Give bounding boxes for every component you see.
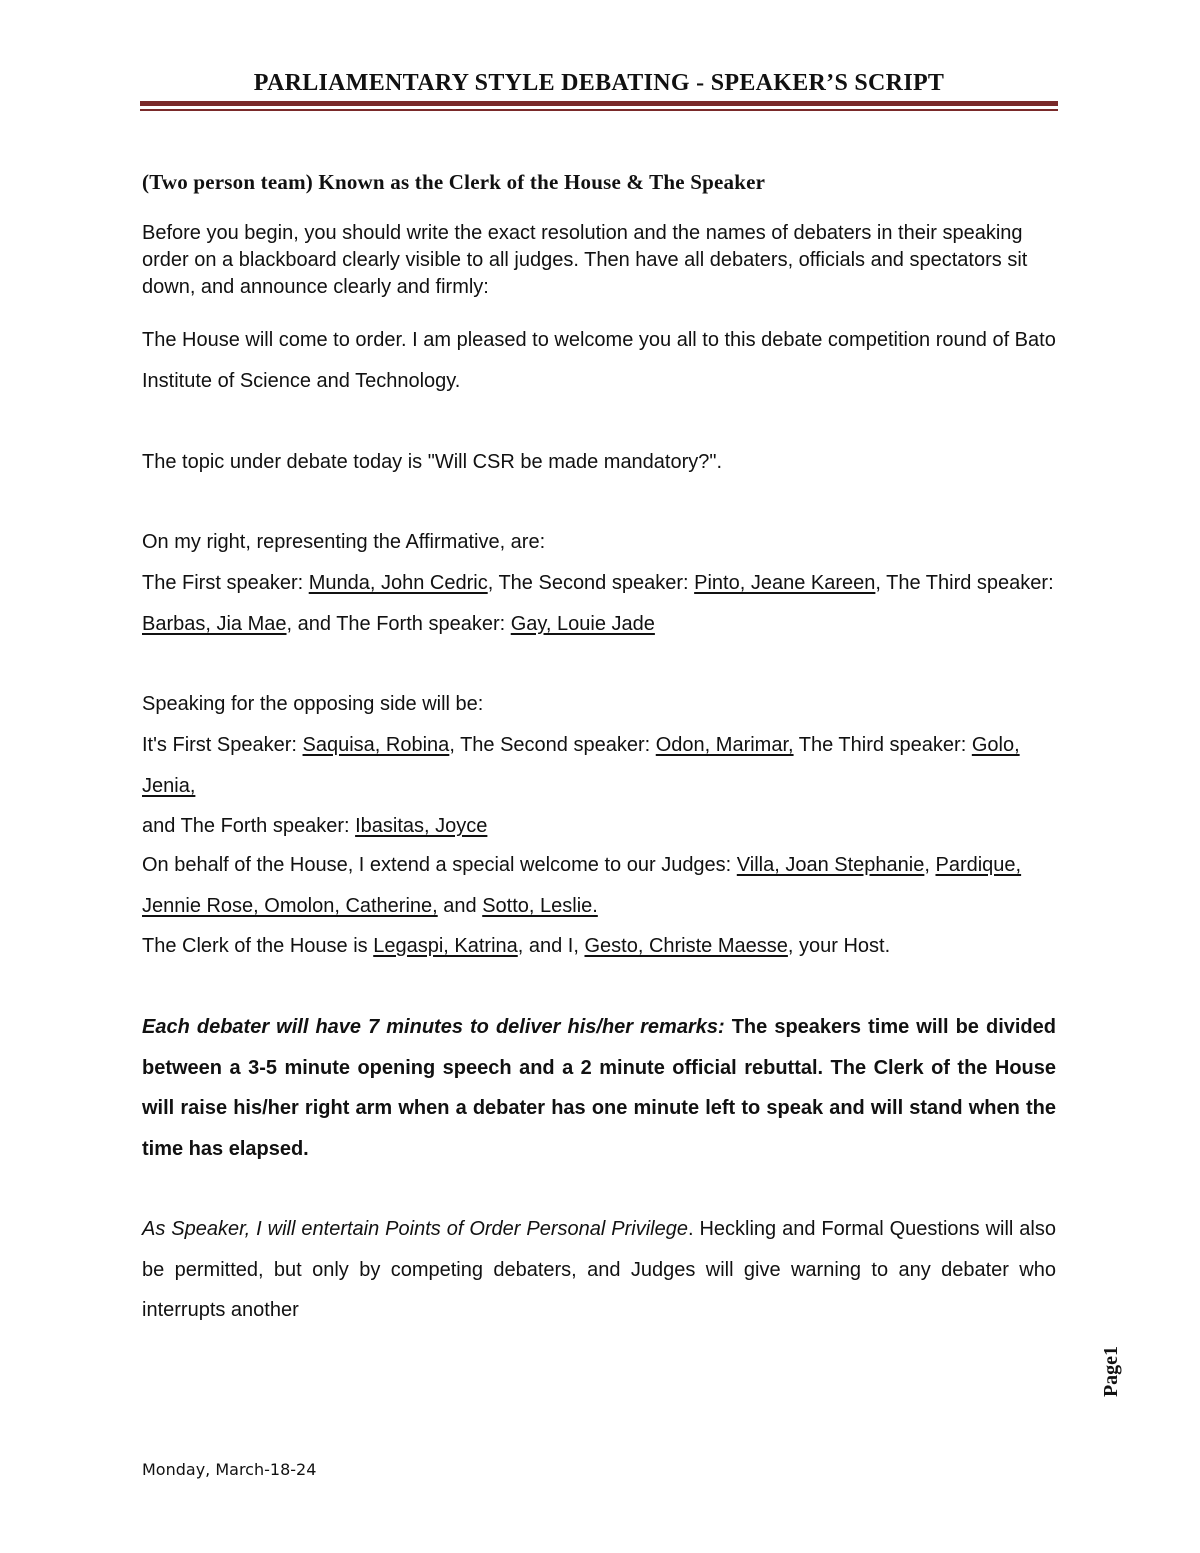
header-rule-thick — [140, 101, 1058, 106]
speaker-label: The First speaker: — [142, 572, 309, 594]
privilege-paragraph — [142, 1209, 1056, 1331]
speaker-name: Golo, Jenia, — [142, 734, 1020, 797]
welcome-paragraph: The House will come to order. I am pleased to welcome you all to this debate competition round of Bato Institute of Science and Technology. — [142, 329, 1056, 392]
host-suffix: , your Host. — [787, 935, 891, 957]
team-heading: (Two person team) Known as the Clerk of the House & The Speaker — [142, 170, 766, 194]
host-name: Gesto, Christe Maesse — [584, 935, 788, 957]
judge-name: Pardique, Jennie Rose, Omolon, Catherine, — [142, 854, 1022, 917]
judge-separator: , — [924, 854, 936, 876]
judges-intro: On behalf of the House, I extend a special welcome to our Judges: — [142, 854, 737, 876]
speaker-label: , and The Forth speaker: — [286, 612, 511, 635]
speaker-label: , The Third speaker: — [875, 572, 1054, 594]
opposition-intro: Speaking for the opposing side will be: — [142, 693, 484, 715]
affirmative-speakers — [142, 563, 1056, 644]
privilege-lead: As Speaker, I will entertain Points of Order Personal Privilege — [142, 1218, 688, 1240]
judge-separator: and — [437, 894, 483, 917]
opposition-speakers — [142, 725, 1056, 847]
speaker-label: The Third speaker: — [793, 734, 972, 756]
host-label: , and I, — [517, 935, 585, 957]
topic-paragraph: The topic under debate today is "Will CSR be made mandatory?". — [142, 451, 723, 473]
judge-name: Villa, Joan Stephanie — [736, 854, 925, 876]
speaker-label: and The Forth speaker: — [142, 815, 356, 837]
header-rule-thin — [140, 109, 1058, 111]
speaker-name: Munda, John Cedric — [308, 572, 488, 594]
instructions-paragraph: Before you begin, you should write the exact resolution and the names of debaters in their speaking order on a blackboard clearly visible to all judges. Then have all debaters, officials and spectators sit down, and announce clearly and firmly: — [142, 222, 1028, 298]
speaker-name: Ibasitas, Joyce — [355, 815, 488, 837]
speaker-label: , The Second speaker: — [487, 572, 695, 594]
judges-paragraph — [142, 845, 1056, 967]
timing-rules-body: The speakers time will be divided between a 3-5 minute opening speech and a 2 minute official rebuttal. The Clerk of the House will raise his/her right arm when a debater has one minute left to speak and will stand when the time has elapsed. — [142, 1016, 1056, 1160]
speaker-name: Gay, Louie Jade — [510, 612, 655, 635]
timing-rules-lead: Each debater will have 7 minutes to deliver his/her remarks: — [142, 1016, 725, 1038]
privilege-body: . Heckling and Formal Questions will also be permitted, but only by competing debaters, and Judges will give warning to any debater who interrupts another — [142, 1218, 1056, 1321]
page-number: Page1 — [1100, 1345, 1123, 1397]
speaker-name: Pinto, Jeane Kareen — [694, 572, 876, 594]
timing-rules-paragraph — [142, 1007, 1056, 1169]
speaker-name: Saquisa, Robina — [302, 734, 450, 756]
footer-date: Monday, March-18-24 — [142, 1460, 317, 1479]
document-title: PARLIAMENTARY STYLE DEBATING - SPEAKER’S SCRIPT — [253, 70, 945, 96]
judge-name: Sotto, Leslie. — [482, 894, 598, 917]
speaker-name: Odon, Marimar, — [655, 734, 794, 756]
speaker-label: , The Second speaker: — [449, 734, 656, 756]
speaker-label: It's First Speaker: — [142, 734, 303, 756]
speaker-name: Barbas, Jia Mae — [142, 612, 287, 635]
clerk-label: The Clerk of the House is — [142, 935, 374, 957]
affirmative-intro: On my right, representing the Affirmative, are: — [142, 531, 546, 553]
clerk-name: Legaspi, Katrina — [373, 935, 518, 957]
